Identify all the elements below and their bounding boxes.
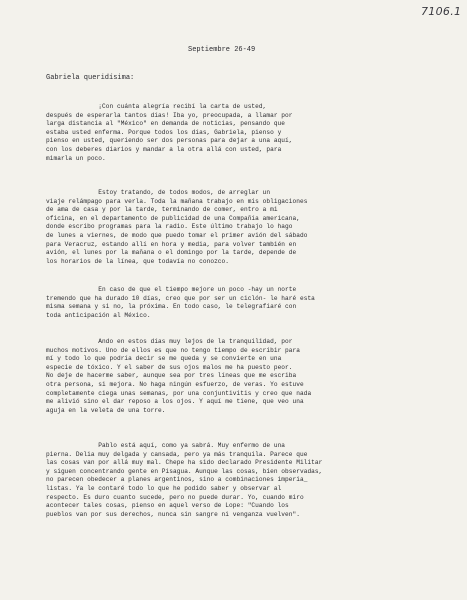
text-line: después de esperarla tantos días! Iba yo, preocupada, a llamar por	[46, 111, 293, 119]
text-line: me alivió sino el dar reposo a los ojos. Y aquí me tiene, que veo una	[46, 398, 304, 406]
letter-greeting: Gabriela queridísima:	[46, 74, 135, 82]
text-line: estaba usted enferma. Porque todos los días, Gabriela, pienso y	[46, 128, 282, 136]
paragraph	[46, 442, 446, 519]
text-line: muchos motivos. Uno de ellos es que no tengo tiempo de escribir para	[46, 346, 300, 354]
text-line: las cosas van por allá muy mal. Chepe ha sido declarado Presidente Militar	[46, 459, 323, 467]
text-line: mimarla un poco.	[46, 154, 106, 162]
text-line: donde escribo programas para la radio. Este último trabajo lo hago	[46, 223, 293, 231]
text-line: viaje relámpago para verla. Toda la mañana trabajo en mis obligaciones	[46, 197, 308, 205]
text-line: mí y todo lo que podría decir se me queda y se convierte en una	[46, 355, 282, 363]
text-line: pienso en usted, queriendo ser dos personas para dejar a una aquí,	[46, 137, 293, 145]
paragraph	[46, 338, 446, 415]
text-line: otra persona, si mejora. No haga ningún esfuerzo, de veras. Yo estuve	[46, 380, 304, 388]
text-line: con los deberes diarios y mandar a la otra allá con usted, para	[46, 145, 282, 153]
text-line: listas. Ya le contaré todo lo que he podido saber y observar al	[46, 484, 282, 492]
text-line: avión, el lunes por la mañana o el domingo por la tarde, depende de	[46, 249, 297, 257]
text-line: especie de tóxico. Y el saber de sus ojos malos me ha puesto peor.	[46, 363, 293, 371]
text-line: para Veracruz, estando allí en hora y media, para volver también en	[46, 240, 297, 248]
text-line: de ama de casa y por la tarde, terminando de comer, entro a mi	[46, 206, 278, 214]
letter-date: Septiembre 26-49	[188, 46, 256, 54]
text-line: tremendo que ha durado 10 días, creo que por ser un ciclón- le haré esta	[46, 294, 315, 302]
text-line: Estoy tratando, de todos modos, de arreglar un	[46, 189, 271, 196]
text-line: y siguen concentrando gente en Pisagua. Aunque las cosas, bien observadas,	[46, 467, 323, 475]
text-line: oficina, en el departamento de publicidad de una Compañía americana,	[46, 214, 300, 222]
paragraph	[46, 286, 446, 320]
text-line: de lunes a viernes, de modo que puedo tomar el primer avión del sábado	[46, 231, 308, 239]
archive-stamp: 7106.1	[421, 5, 462, 18]
text-line: No deje de hacerme saber, aunque sea por tres líneas que me escriba	[46, 372, 297, 380]
text-line: aguja en la veleta de una torre.	[46, 406, 166, 414]
text-line: En caso de que el tiempo mejore un poco -hay un norte	[46, 286, 297, 293]
paragraph	[46, 189, 446, 266]
text-line: toda anticipación al México.	[46, 311, 151, 319]
text-line: pueblos van por sus derechos, nunca sin sangre ni venganza vuelven".	[46, 510, 300, 518]
text-line: los horarios de la línea, que todavía no conozco.	[46, 257, 230, 265]
text-line: no parecen obedecer a planes argentinos, sino a combinaciones imperia_	[46, 476, 308, 484]
text-line: misma semana y si no, la próxima. En todo caso, le telegrafiaré con	[46, 303, 297, 311]
text-line: Ando en estos días muy lejos de la tranquilidad, por	[46, 338, 293, 345]
paragraph	[46, 103, 446, 163]
text-line: pierna. Delia muy delgada y cansada, pero ya más tranquila. Parece que	[46, 450, 308, 458]
text-line: larga distancia al "México" en demanda de noticias, pensando que	[46, 120, 286, 128]
text-line: completamente ciega unas semanas, por una conjuntivitis y creo que nada	[46, 389, 312, 397]
text-line: acontecer tales cosas, pienso en aquel verso de Lope: "Cuando los	[46, 502, 289, 510]
text-line: respecto. Es duro cuanto sucede, pero no puede durar. Yo, cuando miro	[46, 493, 304, 501]
text-line: ¡Con cuánta alegría recibí la carta de usted,	[46, 103, 267, 110]
text-line: Pablo está aquí, como ya sabrá. Muy enfermo de una	[46, 442, 286, 449]
